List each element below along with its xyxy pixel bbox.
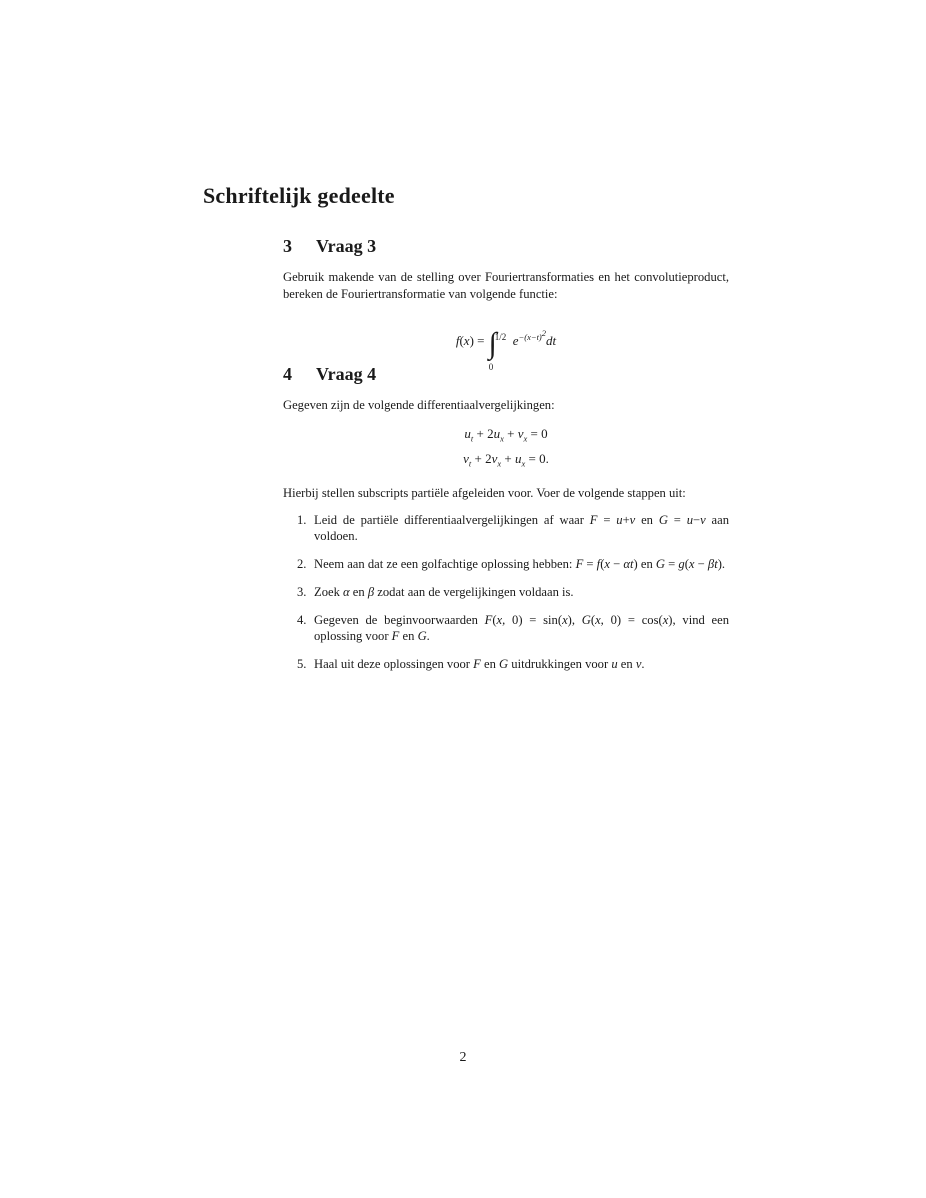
equation-fourier-function: f(x) = ∫ 1/2 0 $e^{-(x-t)^2}dt$: [283, 315, 729, 351]
steps-list: [283, 512, 729, 672]
section-title: Vraag 4: [316, 364, 377, 384]
section-number: 3: [283, 236, 292, 256]
list-item: 1. Leid de partiële differentiaalvergelijkingen af waar F = u+v en G = u−v aan voldoen.: [297, 513, 730, 544]
equation-2: $v_t + 2v_x + u_x = 0$.: [463, 450, 549, 469]
section-title: Vraag 3: [316, 236, 377, 256]
integral-upper-limit: 1/2: [494, 332, 507, 343]
page-number: 2: [459, 1050, 467, 1065]
part-title: Schriftelijk gedeelte: [203, 183, 395, 208]
list-item: 3. Zoek α en β zodat aan de vergelijkingen voldaan is.: [297, 585, 574, 600]
section-number: 4: [283, 364, 292, 384]
integral-lower-limit: 0: [488, 362, 494, 373]
section-heading: [283, 364, 729, 385]
list-item: 2. Neem aan dat ze een golfachtige oplossing hebben: F = f(x − αt) en G = g(x − βt).: [297, 557, 726, 572]
section-vraag-4: [283, 364, 729, 684]
equation-1: $u_t + 2u_x + v_x = 0$: [464, 426, 548, 444]
question-intro: Gegeven zijn de volgende differentiaalvergelijkingen:: [283, 398, 555, 412]
list-item: 5. Haal uit deze oplossingen voor F en G uitdrukkingen voor u en v.: [297, 657, 645, 672]
subscript-note: Hierbij stellen subscripts partiële afgeleiden voor. Voer de volgende stappen uit:: [283, 486, 686, 501]
equation-system: [283, 424, 729, 473]
integral-sign: ∫: [488, 327, 497, 361]
section-heading: [283, 236, 729, 257]
list-item: 4. Gegeven de beginvoorwaarden F(x, 0) = sin(x), G(x, 0) = cos(x), vind een oplossing voor F en G.: [297, 613, 730, 644]
section-vraag-3: [283, 236, 729, 373]
question-text: Gebruik makende van de stelling over Fouriertransformaties en het convolutieproduct, bereken de Fouriertransformatie van volgende functie:: [283, 270, 729, 301]
